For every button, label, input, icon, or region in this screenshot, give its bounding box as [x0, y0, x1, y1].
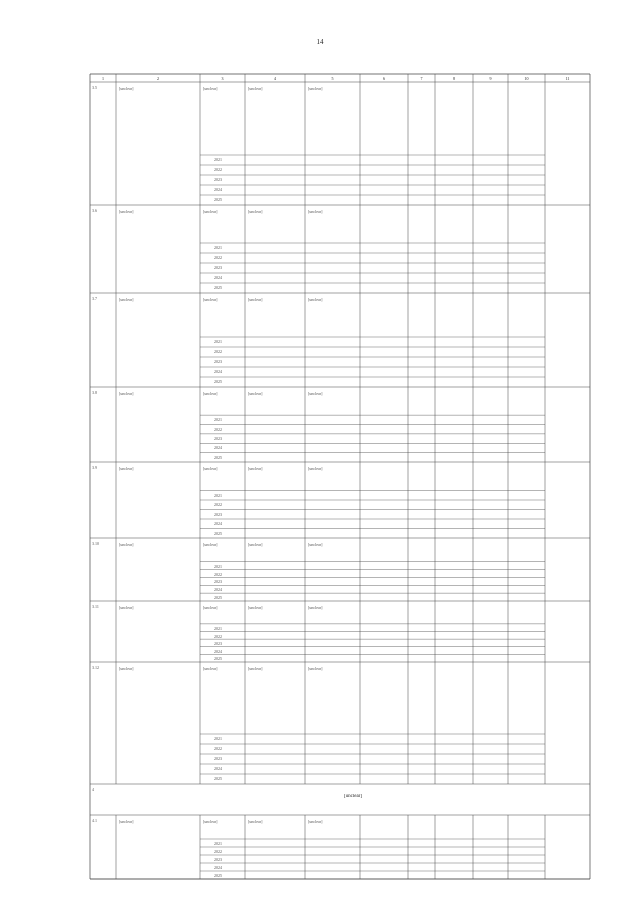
year-label: 2023 [214, 641, 222, 647]
year-label: 2022 [214, 633, 222, 639]
column-header: 6 [383, 76, 385, 81]
illegible-cell-text: [unclear] [248, 819, 263, 824]
year-label: 2021 [214, 157, 222, 162]
column-header: 4 [274, 76, 276, 81]
column-header: 9 [489, 76, 492, 81]
year-label: 2025 [214, 197, 222, 202]
illegible-cell-text: [unclear] [203, 666, 218, 671]
illegible-cell-text: [unclear] [308, 819, 323, 824]
illegible-cell-text: [unclear] [248, 86, 263, 91]
illegible-cell-text: [unclear] [119, 466, 134, 471]
year-label: 2021 [214, 841, 222, 846]
year-label: 2021 [214, 417, 222, 423]
row-number: 3.12 [92, 665, 99, 670]
illegible-cell-text: [unclear] [248, 466, 263, 471]
illegible-cell-text: [unclear] [203, 605, 218, 610]
illegible-cell-text: [unclear] [308, 666, 323, 671]
year-label: 2023 [214, 579, 222, 585]
illegible-cell-text: [unclear] [308, 542, 323, 547]
illegible-cell-text: [unclear] [119, 542, 134, 547]
illegible-cell-text: [unclear] [119, 666, 134, 671]
illegible-cell-text: [unclear] [203, 466, 218, 471]
illegible-cell-text: [unclear] [119, 819, 134, 824]
year-label: 2023 [214, 435, 222, 441]
row-number: 3.11 [92, 604, 99, 609]
year-label: 2025 [214, 530, 222, 536]
illegible-cell-text: [unclear] [203, 209, 218, 214]
column-header: 8 [453, 76, 455, 81]
year-label: 2023 [214, 511, 222, 517]
year-label: 2025 [214, 873, 222, 878]
illegible-cell-text: [unclear] [248, 391, 263, 396]
row-number: 3.5 [92, 85, 97, 90]
year-label: 2022 [214, 426, 222, 432]
illegible-cell-text: [unclear] [308, 605, 323, 610]
illegible-cell-text: [unclear] [119, 605, 134, 610]
year-label: 2022 [214, 571, 222, 577]
year-label: 2024 [214, 187, 222, 192]
year-label: 2025 [214, 595, 222, 601]
year-label: 2021 [214, 339, 222, 344]
page-number: 14 [316, 38, 324, 46]
year-label: 2025 [214, 379, 222, 384]
year-label: 2022 [214, 502, 222, 507]
year-label: 2023 [214, 359, 222, 364]
year-label: 2024 [214, 521, 222, 526]
column-header: 3 [221, 76, 224, 81]
column-header: 11 [565, 76, 570, 81]
section-heading: [unclear] [343, 794, 363, 799]
illegible-cell-text: [unclear] [248, 666, 263, 671]
year-label: 2023 [214, 857, 222, 862]
illegible-cell-text: [unclear] [308, 297, 323, 302]
year-label: 2021 [214, 563, 222, 569]
year-label: 2025 [214, 454, 222, 460]
column-header: 5 [331, 76, 334, 81]
year-label: 2024 [214, 766, 222, 771]
row-number: 3.10 [92, 541, 99, 546]
row-number: 3.7 [92, 296, 97, 301]
year-label: 2022 [214, 167, 222, 172]
column-header: 7 [420, 76, 423, 81]
row-number: 3.8 [92, 390, 97, 395]
illegible-cell-text: [unclear] [119, 297, 134, 302]
row-number: 3.9 [92, 465, 97, 470]
illegible-cell-text: [unclear] [308, 391, 323, 396]
year-label: 2025 [214, 656, 222, 662]
illegible-cell-text: [unclear] [203, 391, 218, 396]
illegible-cell-text: [unclear] [119, 391, 134, 396]
illegible-cell-text: [unclear] [248, 605, 263, 610]
year-label: 2023 [214, 265, 222, 270]
illegible-cell-text: [unclear] [248, 542, 263, 547]
year-label: 2021 [214, 625, 222, 631]
year-label: 2024 [214, 445, 222, 451]
year-label: 2021 [214, 736, 222, 741]
year-label: 2023 [214, 177, 222, 182]
year-label: 2025 [214, 285, 222, 290]
year-label: 2023 [214, 756, 222, 761]
illegible-cell-text: [unclear] [248, 209, 263, 214]
year-label: 2024 [214, 587, 222, 593]
year-label: 2025 [214, 776, 222, 781]
illegible-cell-text: [unclear] [308, 466, 323, 471]
year-label: 2024 [214, 648, 222, 654]
row-number: 4.1 [92, 818, 97, 823]
column-header: 1 [102, 76, 104, 81]
illegible-cell-text: [unclear] [248, 297, 263, 302]
year-label: 2024 [214, 865, 222, 870]
illegible-cell-text: [unclear] [119, 209, 134, 214]
illegible-cell-text: [unclear] [308, 209, 323, 214]
illegible-cell-text: [unclear] [308, 86, 323, 91]
year-label: 2022 [214, 746, 222, 751]
year-label: 2022 [214, 349, 222, 354]
year-label: 2024 [214, 275, 222, 280]
illegible-cell-text: [unclear] [203, 297, 218, 302]
illegible-cell-text: [unclear] [203, 86, 218, 91]
year-label: 2022 [214, 849, 222, 854]
row-number: 3.6 [92, 208, 97, 213]
column-header: 10 [524, 76, 529, 81]
year-label: 2021 [214, 245, 222, 250]
year-label: 2022 [214, 255, 222, 260]
illegible-cell-text: [unclear] [119, 86, 134, 91]
illegible-cell-text: [unclear] [203, 819, 218, 824]
year-label: 2021 [214, 492, 222, 498]
column-header: 2 [157, 76, 159, 81]
row-number: 4 [92, 787, 94, 792]
illegible-cell-text: [unclear] [203, 542, 218, 547]
year-label: 2024 [214, 369, 222, 374]
